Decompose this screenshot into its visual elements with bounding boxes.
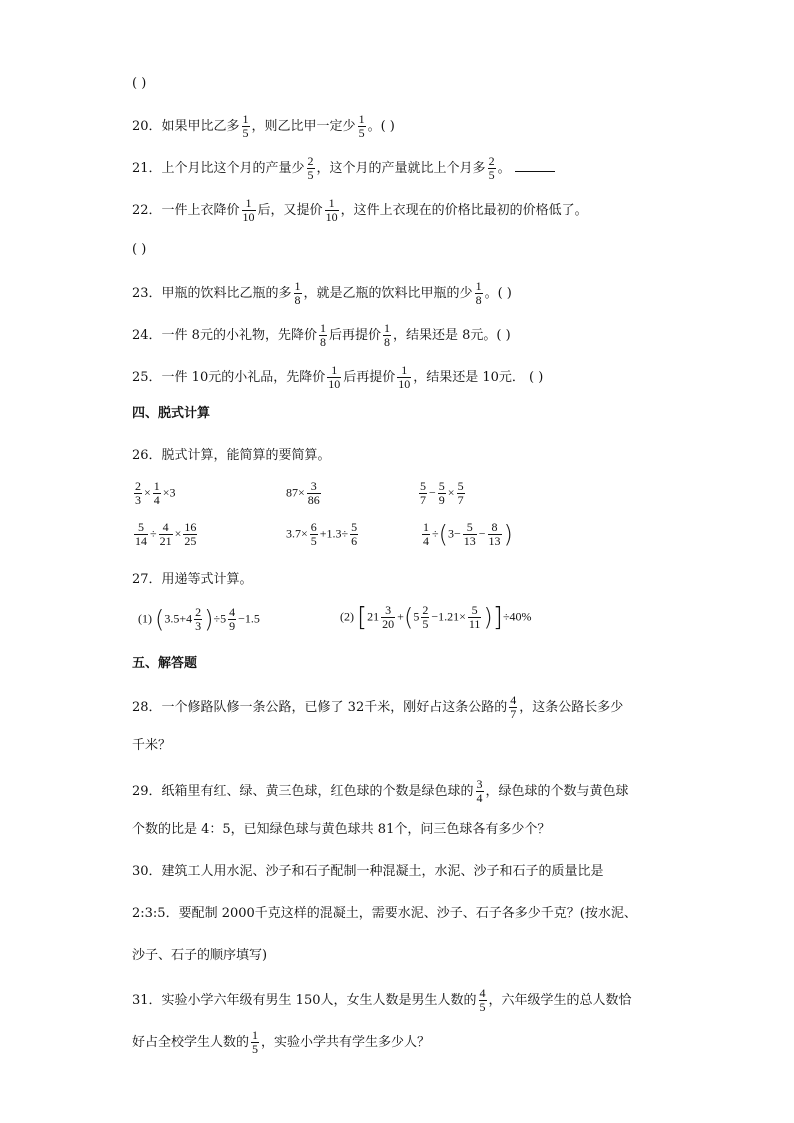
q29-line-2: 个数的比是 4：5，已知绿色球与黄色球共 81个，问三色球各有多少个？	[132, 822, 551, 837]
q30-line-3: 沙子、石子的顺序填写)	[132, 948, 268, 963]
q23-text-a: 23．甲瓶的饮料比乙瓶的多	[132, 286, 292, 301]
answer-blank-line	[515, 161, 555, 172]
fraction: $\frac{1}{8}$	[475, 279, 482, 307]
fraction: $\frac{1}{5}$	[358, 112, 365, 140]
question-20	[132, 113, 395, 140]
fraction: $\frac{4}{5}$	[479, 986, 486, 1014]
fraction: $\frac{3}{4}$	[476, 777, 483, 805]
q24-text-a: 24．一件 8元的小礼物，先降价	[132, 328, 317, 343]
q23-text-c: 。( )	[484, 286, 512, 301]
question-24	[132, 322, 511, 349]
q25-text-c: ，结果还是 10元． ( )	[413, 370, 544, 385]
fraction: $\frac{1}{5}$	[252, 1028, 259, 1056]
fraction: $\frac{1}{10}$	[328, 363, 341, 391]
q27-part-1: (1) (3.5+4 $\frac{2}{3}$ )÷5 $\frac{4}{9}$ −1.5	[138, 605, 260, 634]
q20-text-c: 。( )	[367, 119, 395, 134]
q21-text-a: 21．上个月比这个月的产量少	[132, 161, 305, 176]
q20-text-b: ，则乙比甲一定少	[251, 119, 356, 134]
q24-text-c: ，结果还是 8元。( )	[392, 328, 511, 343]
fraction: $\frac{2}{5}$	[307, 154, 314, 182]
fraction: $\frac{1}{8}$	[383, 321, 390, 349]
fraction: $\frac{1}{10}$	[398, 363, 411, 391]
fraction: $\frac{2}{5}$	[488, 154, 495, 182]
q24-text-b: 后再提价	[328, 328, 381, 343]
q22-text-a: 22．一件上衣降价	[132, 203, 240, 218]
fraction: $\frac{1}{5}$	[242, 112, 249, 140]
question-26: 26．脱式计算，能简算的要简算。	[132, 448, 331, 463]
question-29: 29．纸箱里有红、绿、黄三色球，红色球的个数是绿色球的 $\frac{3}{4}$ ，绿色球的个数与黄色球	[132, 777, 629, 805]
q21-text-c: 。	[497, 161, 511, 176]
section-heading: 五、解答题	[132, 656, 198, 671]
fraction: $\frac{1}{8}$	[294, 279, 301, 307]
question-22	[132, 197, 588, 224]
fraction: $\frac{4}{7}$	[510, 693, 517, 721]
calc-expression-2: 87× $\frac{3}{86}$	[286, 479, 320, 507]
fraction: $\frac{1}{8}$	[319, 321, 326, 349]
fraction: $\frac{1}{10}$	[242, 196, 255, 224]
section-heading: 四、脱式计算	[132, 406, 211, 421]
q20-text-a: 20．如果甲比乙多	[132, 119, 240, 134]
question-31: 31．实验小学六年级有男生 150人，女生人数是男生人数的 $\frac{4}{5}$ ，六年级学生的总人数恰	[132, 986, 632, 1014]
q25-text-a: 25．一件 10元的小礼品，先降价	[132, 370, 326, 385]
q22-answer-blank: ( )	[132, 242, 147, 257]
q23-text-b: ，就是乙瓶的饮料比甲瓶的少	[303, 286, 473, 301]
q31-line-2: 好占全校学生人数的 $\frac{1}{5}$ ，实验小学共有学生多少人？	[132, 1028, 431, 1056]
q30-line-2: 2:3:5．要配制 2000千克这样的混凝土，需要水泥、沙子、石子各多少千克？(按水泥、	[132, 906, 637, 921]
calc-expression-5: 3.7× $\frac{6}{5}$ +1.3÷ $\frac{5}{6}$	[286, 520, 358, 548]
question-28: 28．一个修路队修一条公路，已修了 32千米，刚好占这条公路的 $\frac{4}{7}$ ，这条公路长多少	[132, 693, 624, 721]
q22-text-c: ，这件上衣现在的价格比最初的价格低了。	[340, 203, 588, 218]
q19-answer-blank: ( )	[132, 76, 147, 91]
q21-text-b: ，这个月的产量就比上个月多	[316, 161, 486, 176]
question-25	[132, 364, 543, 391]
calc-expression-4: $\frac{5}{14}$ ÷ $\frac{4}{21}$ × $\frac{16}{25}$	[135, 520, 197, 548]
question-23	[132, 280, 512, 307]
question-21	[132, 155, 555, 182]
question-30: 30．建筑工人用水泥、沙子和石子配制一种混凝土，水泥、沙子和石子的质量比是	[132, 864, 604, 879]
question-27: 27．用递等式计算。	[132, 572, 253, 587]
fraction: $\frac{1}{10}$	[325, 196, 338, 224]
q28-line-2: 千米？	[132, 738, 172, 753]
q25-text-b: 后再提价	[343, 370, 396, 385]
calc-expression-6: $\frac{1}{4}$ ÷(3− $\frac{5}{13}$ − $\frac{8}{13}$ )	[423, 520, 513, 549]
q22-text-b: 后，又提价	[257, 203, 323, 218]
q27-part-2: (2) [21 $\frac{3}{20}$ +(5 $\frac{2}{5}$ −1.21× $\frac{5}{11}$ )]÷40%	[340, 602, 532, 633]
calc-expression-1: $\frac{2}{3}$ × $\frac{1}{4}$ ×3	[135, 479, 176, 507]
calc-expression-3: $\frac{5}{7}$ − $\frac{5}{9}$ × $\frac{5}{7}$	[420, 479, 464, 507]
